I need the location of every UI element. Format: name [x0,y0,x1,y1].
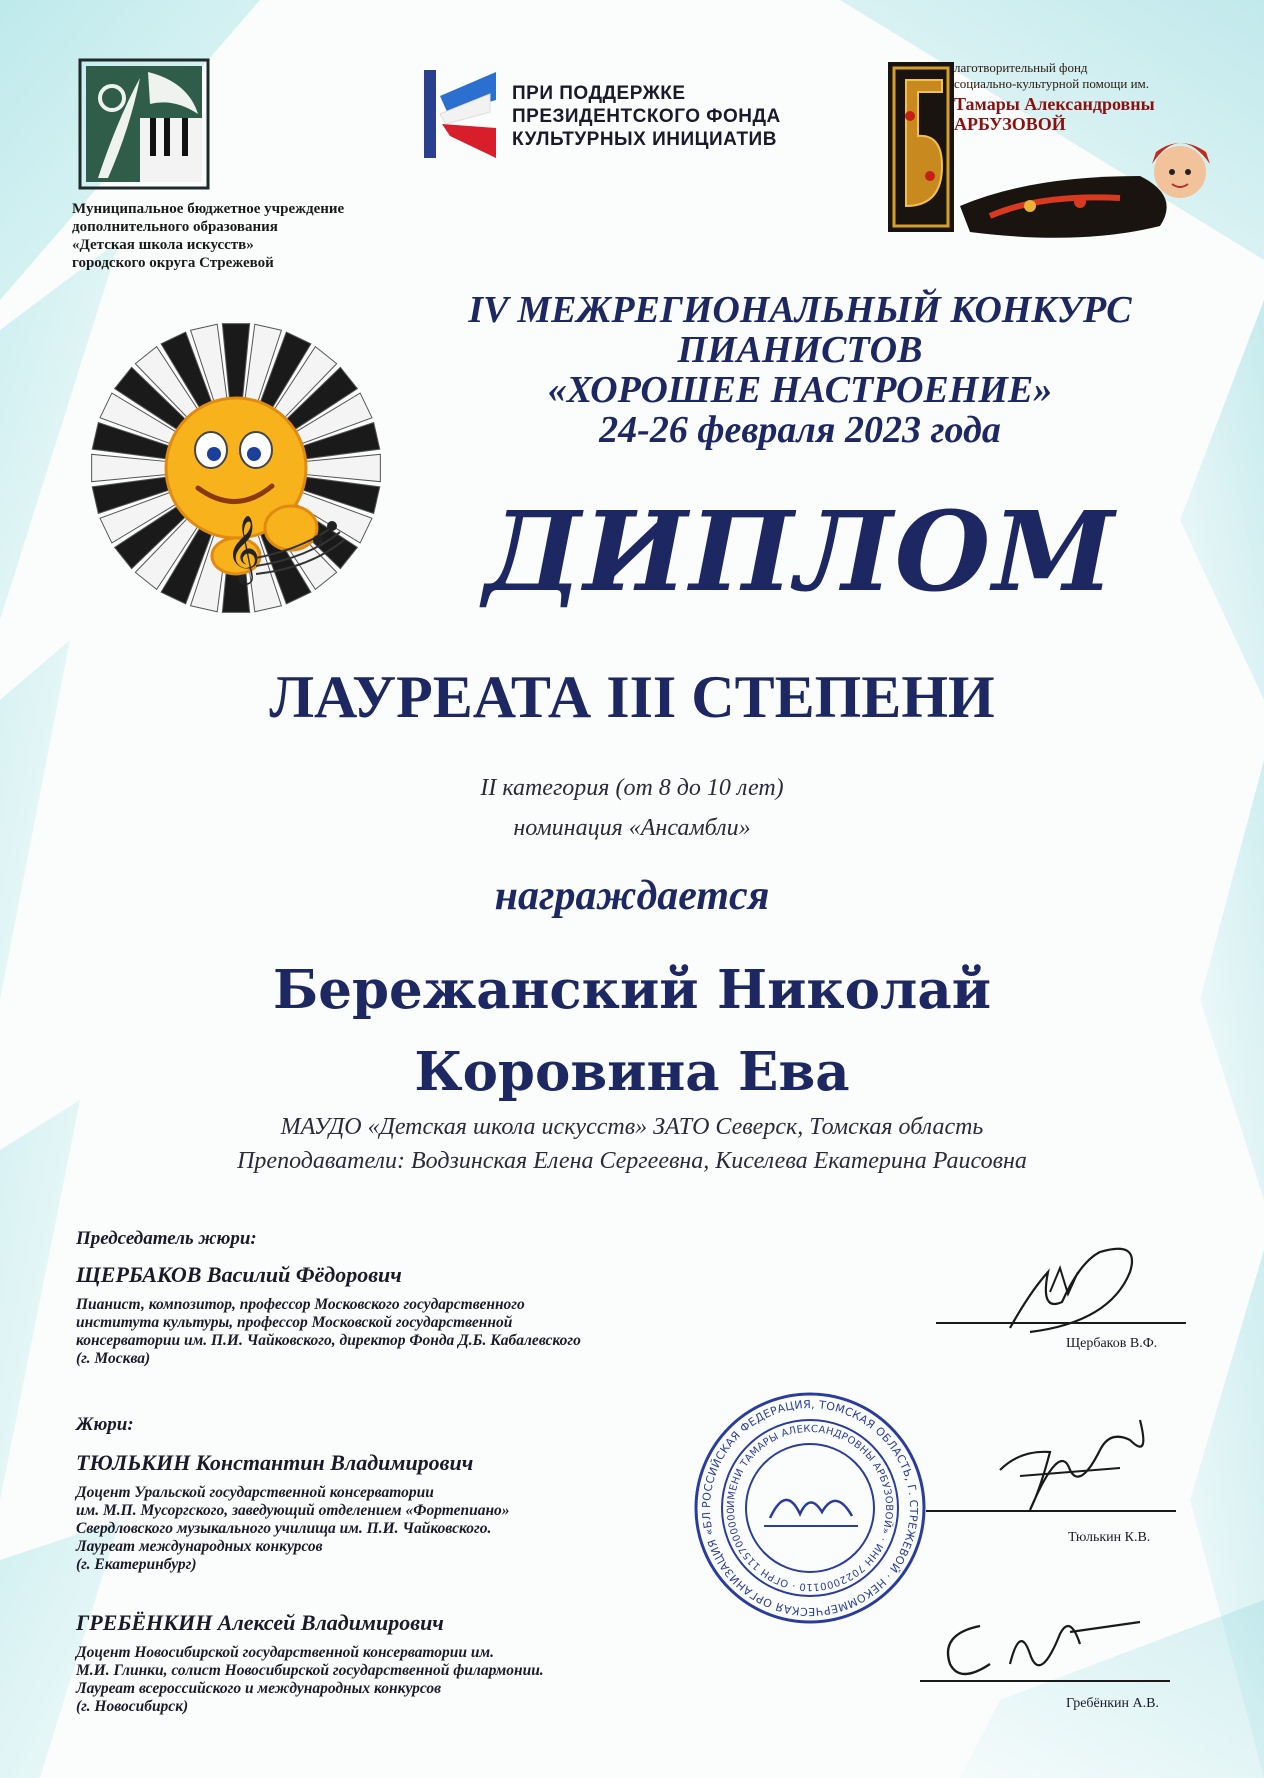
title-line-2: ПИАНИСТОВ [677,329,923,371]
school-logo [78,58,210,190]
awardee-name-2: Коровина Ева [414,1041,850,1103]
smiling-sun-piano-keys-icon [86,318,386,618]
member-signature-label-1: Тюлькин К.В. [1068,1530,1151,1545]
piano-key-ray [222,324,249,399]
presidential-fund-k-icon [420,66,500,162]
svg-text:𝄞: 𝄞 [226,514,261,582]
member-signature-label-2: Гребёнкин А.В. [1066,1696,1159,1711]
chair-description: Пианист, композитор, профессор Московского государственного института культуры, профессор Московской государственной консерватории им. П.И. Чайковского, директор Фонда Д.Б. Кабалевского (г. Москва) [76,1296,581,1367]
title-line-4: 24-26 февраля 2023 года [599,409,1001,451]
pfki-logo [420,66,500,162]
school-org-text: Муниципальное бюджетное учреждение дополнительного образования «Детская школа искусств» городского округа Стрежевой [72,201,345,271]
chair-signature-line [936,1322,1186,1324]
school-text: МАУДО «Детская школа искусств» ЗАТО Северск, Томская область [280,1114,984,1140]
member-name-1: ТЮЛЬКИН Константин Владимирович [76,1450,474,1475]
competition-emblem [86,318,386,618]
title-line-1: IV МЕЖРЕГИОНАЛЬНЫЙ КОНКУРС [468,289,1132,331]
title-line-3: «ХОРОШЕЕ НАСТРОЕНИЕ» [547,369,1053,411]
piano-key-ray [306,454,381,481]
diploma-title: ДИПЛОМ [483,487,1117,616]
teachers-text: Преподаватели: Водзинская Елена Сергеевна, Киселева Екатерина Раисовна [237,1148,1027,1174]
piano-feather-ladle-icon [78,58,210,190]
competition-title [400,290,1200,450]
members-heading: Жюри: [76,1414,134,1435]
piano-key-ray [92,454,167,481]
awardee-name-1: Бережанский Николай [272,959,992,1021]
chair-heading: Председатель жюри: [76,1228,257,1249]
pfki-text: ПРИ ПОДДЕРЖКЕ ПРЕЗИДЕНТСКОГО ФОНДА КУЛЬТУРНЫХ ИНИЦИАТИВ [512,83,781,150]
fund-name: Тамары Александровны АРБУЗОВОЙ [954,94,1155,134]
member-description-2: Доцент Новосибирской государственной консерватории им. М.И. Глинки, солист Новосибирской государственной филармонии. Лауреат всероссийского и международных конкурсов (г. Новосибирск) [76,1644,544,1715]
member-description-1: Доцент Уральской государственной консерватории им. М.П. Мусоргского, заведующий отделением «Фортепиано» Свердловского музыкального училища им. П.И. Чайковского. Лауреат международных конкурсов (г. Екатеринбург) [76,1484,510,1573]
chair-name: ЩЕРБАКОВ Василий Фёдорович [76,1262,402,1287]
member-signature-line-2 [920,1680,1170,1682]
member-signature-1 [990,1410,1160,1530]
category-text: II категория (от 8 до 10 лет) [480,775,784,801]
stamp-outer-text: РОССИЙСКАЯ ФЕДЕРАЦИЯ, ТОМСКАЯ ОБЛАСТЬ, Г. СТРЕЖЕВОЙ · НЕКОММЕРЧЕСКАЯ ОРГАНИЗАЦИЯ «БЛ [699,1397,921,1619]
stamp-inner-text: ИМЕНИ ТАМАРЫ АЛЕКСАНДРОВНЫ АРБУЗОВОЙ» · ИНН 7022000110 · ОГРН 1157000000 [725,1423,895,1593]
laureate-degree: ЛАУРЕАТА III СТЕПЕНИ [269,664,995,730]
awarded-label: награждается [494,873,770,919]
chair-signature [990,1232,1160,1342]
member-name-2: ГРЕБЁНКИН Алексей Владимирович [76,1610,444,1635]
member-signature-line-1 [926,1510,1176,1512]
member-signature-2 [920,1604,1160,1704]
nomination-text: номинация «Ансамбли» [513,815,751,841]
fund-caption: лаготворительный фонд социально-культурной помощи им. [954,60,1150,91]
chair-signature-label: Щербаков В.Ф. [1066,1336,1158,1351]
